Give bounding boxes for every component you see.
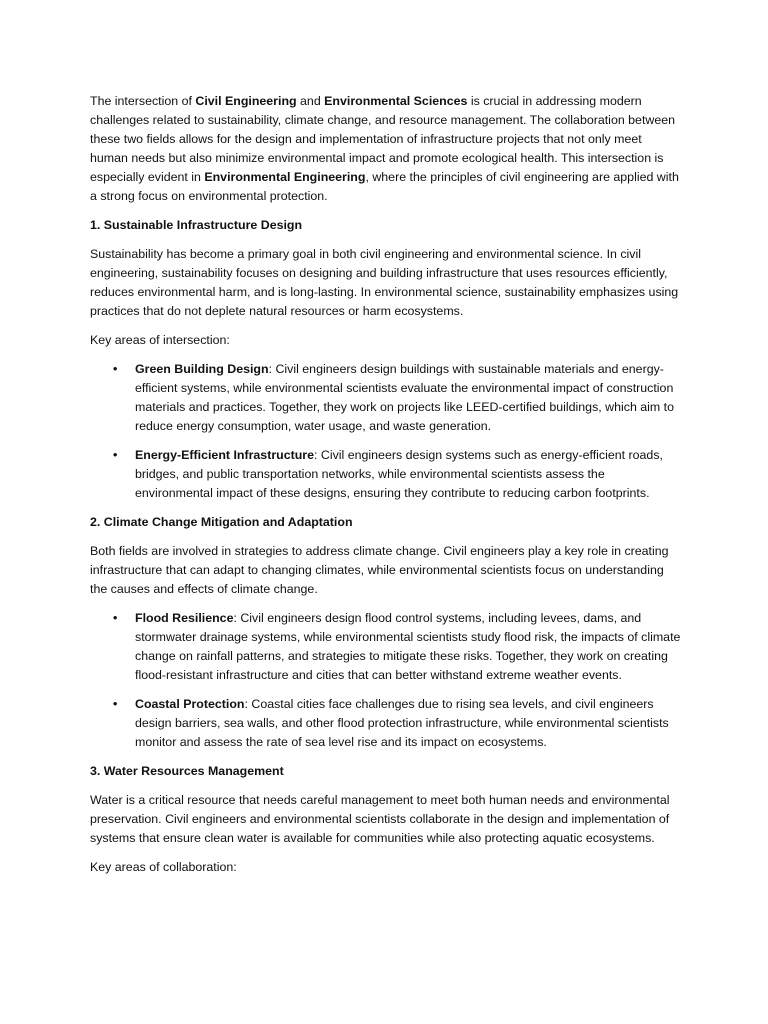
term-environmental-engineering: Environmental Engineering: [204, 170, 366, 184]
section-1-paragraph: Sustainability has become a primary goal in both civil engineering and environmental science. In civil engineering, sustainability focuses on designing and building infrastructure that uses resources efficiently, reduces environmental harm, and is long-lasting. In environmental science, sustainability emphasizes using practices that do not deplete natural resources or harm ecosystems.: [90, 247, 679, 318]
section-2-bullet-list: [90, 609, 682, 752]
bullet-text: : Civil engineers design flood control systems, including levees, dams, and stormwater drainage systems, while environmental scientists study flood risk, the impacts of climate change on rainfall patterns, and strategies to mitigate these risks. Together, they work on creating flood-resistant infrastructure and cities that can better withstand extreme weather events.: [135, 611, 681, 682]
term-environmental-sciences: Environmental Sciences: [324, 94, 468, 108]
list-item: [90, 695, 682, 752]
section-3-key-areas: Key areas of collaboration:: [90, 860, 237, 874]
section-1-bullet-list: [90, 360, 682, 503]
term-civil-engineering: Civil Engineering: [195, 94, 297, 108]
intro-text-2: and: [296, 94, 325, 108]
bullet-icon: •: [113, 611, 118, 625]
section-3-paragraph: Water is a critical resource that needs careful management to meet both human needs and environmental preservation. Civil engineers and environmental scientists collaborate in the design and implementation of systems that ensure clean water is available for communities while also protecting aquatic ecosystems.: [90, 793, 670, 845]
bullet-term: Green Building Design: [135, 362, 269, 376]
section-heading-3: 3. Water Resources Management: [90, 764, 284, 778]
bullet-term: Energy-Efficient Infrastructure: [135, 448, 315, 462]
section-2-paragraph: Both fields are involved in strategies to address climate change. Civil engineers play a key role in creating infrastructure that can adapt to changing climates, while environmental scientists focus on understanding the causes and effects of climate change.: [90, 544, 669, 596]
bullet-text: : Civil engineers design systems such as energy-efficient roads, bridges, and public transportation networks, while environmental scientists assess the environmental impact of these designs, ensuring they contribute to reducing carbon footprints.: [135, 448, 663, 500]
bullet-text: : Civil engineers design buildings with sustainable materials and energy-efficient systems, while environmental scientists evaluate the environmental impact of construction materials and practices. Together, they work on projects like LEED-certified buildings, which aim to reduce energy consumption, water usage, and waste generation.: [135, 362, 675, 433]
section-heading-1: 1. Sustainable Infrastructure Design: [90, 218, 303, 232]
list-item: [90, 609, 682, 685]
intro-paragraph: [90, 92, 682, 206]
intro-text-1: The intersection of: [90, 94, 196, 108]
bullet-term: Flood Resilience: [135, 611, 234, 625]
bullet-text: : Coastal cities face challenges due to rising sea levels, and civil engineers design barriers, sea walls, and other flood protection infrastructure, while environmental scientists monitor and assess the rate of sea level rise and its impact on ecosystems.: [135, 697, 669, 749]
bullet-icon: •: [113, 448, 118, 462]
intro-text-4: , where the principles of civil engineering are applied with a strong focus on environmental protection.: [90, 170, 679, 203]
intro-text-3: is crucial in addressing modern challenges related to sustainability, climate change, and resource management. The collaboration between these two fields allows for the design and implementation of infrastructure projects that not only meet human needs but also minimize environmental impact and promote ecological health. This intersection is especially evident in: [90, 94, 676, 184]
section-heading-2: 2. Climate Change Mitigation and Adaptation: [90, 515, 353, 529]
list-item: [90, 446, 682, 503]
section-1-key-areas: Key areas of intersection:: [90, 333, 230, 347]
bullet-term: Coastal Protection: [135, 697, 245, 711]
list-item: [90, 360, 682, 436]
document-page: [90, 92, 682, 887]
bullet-icon: •: [113, 362, 118, 376]
bullet-icon: •: [113, 697, 118, 711]
